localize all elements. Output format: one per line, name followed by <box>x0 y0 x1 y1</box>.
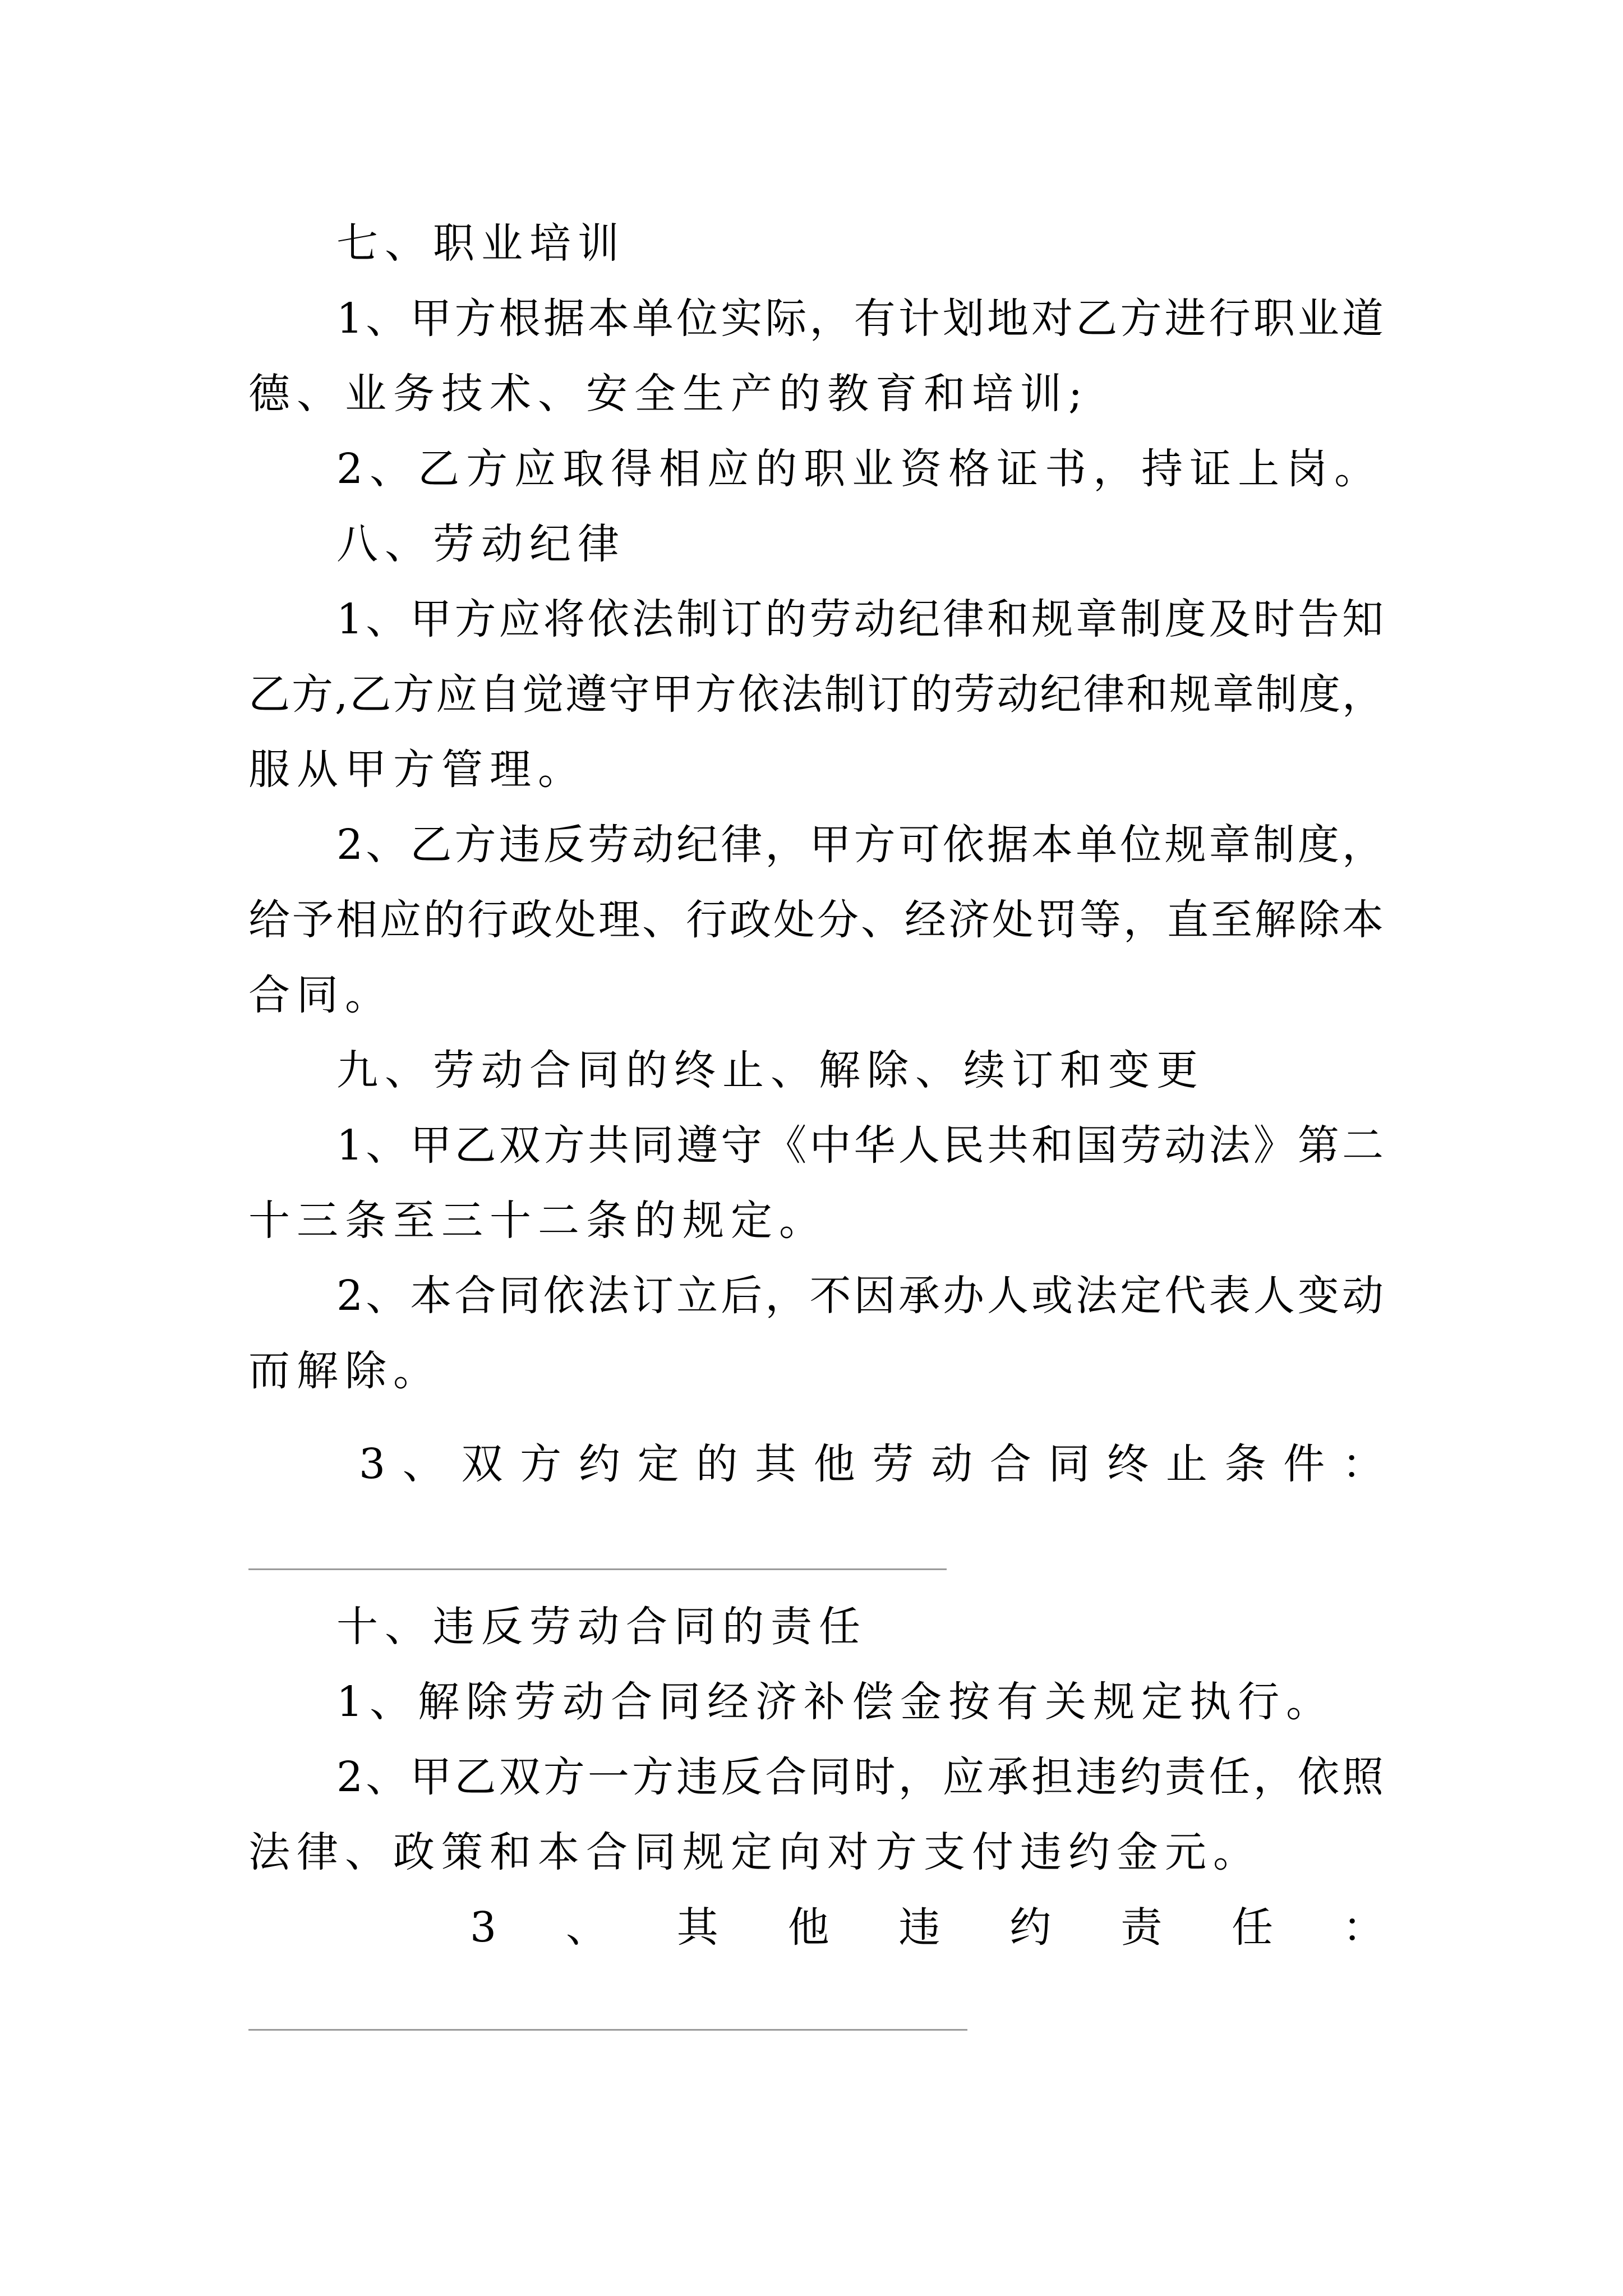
paragraph-line: 2、乙方应取得相应的职业资格证书，持证上岗。 <box>336 445 1383 493</box>
paragraph-line: 服从甲方管理。 <box>248 746 586 794</box>
section-heading-8: 八、劳动纪律 <box>336 520 626 568</box>
fill-in-blank-line <box>248 1568 947 1570</box>
section-heading-10: 十、违反劳动合同的责任 <box>336 1603 867 1651</box>
paragraph-line: 3、双方约定的其他劳动合同终止条件： <box>359 1440 1384 1488</box>
paragraph-line: 2、本合同依法订立后，不因承办人或法定代表人变动 <box>336 1272 1384 1320</box>
paragraph-line: 乙方,乙方应自觉遵守甲方依法制订的劳动纪律和规章制度， <box>248 670 1384 719</box>
paragraph-line: 2、乙方违反劳动纪律，甲方可依据本单位规章制度， <box>336 821 1384 869</box>
fill-in-blank-line <box>248 2029 967 2031</box>
paragraph-line: 德、业务技术、安全生产的教育和培训; <box>248 370 1089 418</box>
paragraph-line: 1、甲方根据本单位实际，有计划地对乙方进行职业道 <box>336 295 1384 343</box>
section-heading-7: 七、职业培训 <box>336 219 626 268</box>
section-heading-9: 九、劳动合同的终止、解除、续订和变更 <box>336 1046 1205 1094</box>
paragraph-line: 1、解除劳动合同经济补偿金按有关规定执行。 <box>336 1678 1335 1726</box>
paragraph-line: 合同。 <box>248 971 393 1019</box>
paragraph-line: 3、其他违约责任： <box>470 1903 1384 1952</box>
paragraph-line: 给予相应的行政处理、行政处分、经济处罚等，直至解除本 <box>248 896 1384 944</box>
paragraph-line: 而解除。 <box>248 1347 441 1395</box>
paragraph-line: 1、甲方应将依法制订的劳动纪律和规章制度及时告知 <box>336 595 1384 643</box>
paragraph-line: 2、甲乙双方一方违反合同时，应承担违约责任，依照 <box>336 1753 1384 1801</box>
paragraph-line: 1、甲乙双方共同遵守《中华人民共和国劳动法》第二 <box>336 1121 1384 1170</box>
paragraph-line: 十三条至三十二条的规定。 <box>248 1197 827 1245</box>
paragraph-line: 法律、政策和本合同规定向对方支付违约金元。 <box>248 1828 1261 1876</box>
